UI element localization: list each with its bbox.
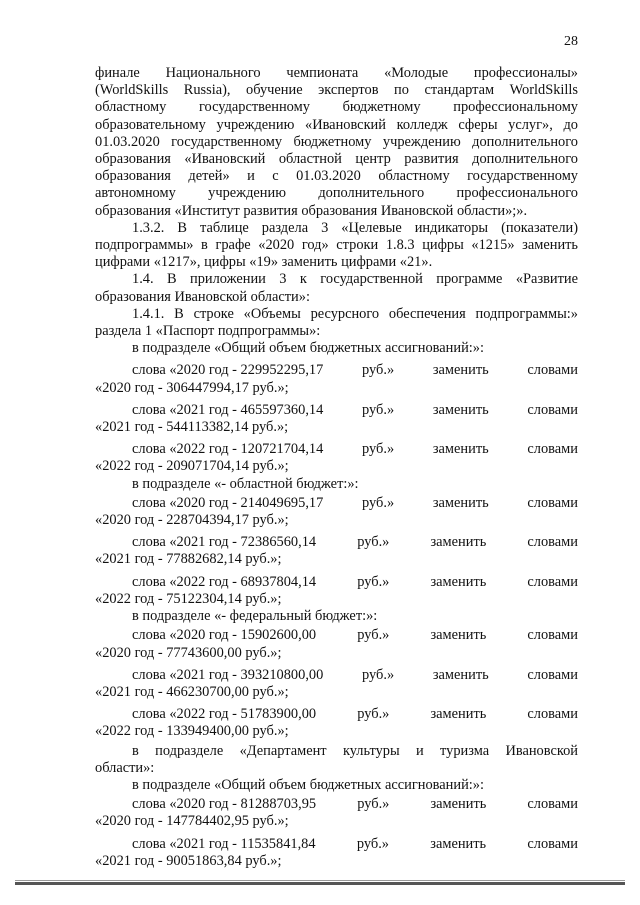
text-line: образования «Институт развития образования Ивановской области»;». bbox=[95, 202, 528, 219]
text-line: областному государственному бюджетному профессиональному bbox=[95, 99, 578, 116]
replacement-verb: заменить bbox=[430, 796, 487, 813]
replacement-rub: руб.» bbox=[362, 441, 395, 458]
replacement-words: словами bbox=[527, 534, 578, 551]
text-line: (WorldSkills Russia), обучение экспертов по стандартам WorldSkills bbox=[95, 82, 578, 99]
subsection-department-total bbox=[95, 777, 578, 870]
replacement-result: «2022 год - 209071704,14 руб.»; bbox=[95, 458, 289, 475]
replacement-item bbox=[95, 706, 578, 723]
replacement-rub: руб.» bbox=[357, 534, 390, 551]
replacement-item bbox=[95, 441, 578, 458]
paragraph-1-3-2 bbox=[95, 220, 578, 272]
replacement-item bbox=[95, 402, 578, 419]
replacement-result: «2021 год - 77882682,14 руб.»; bbox=[95, 551, 282, 568]
subsection-heading: в подразделе «Общий объем бюджетных ассигнований:»: bbox=[132, 776, 484, 793]
text-line: в подразделе «Департамент культуры и туризма Ивановской bbox=[132, 742, 578, 759]
replacement-item bbox=[95, 534, 578, 551]
replacement-words: словами bbox=[527, 362, 578, 379]
replacement-rub: руб.» bbox=[356, 835, 389, 852]
text-line: образования Ивановской области»: bbox=[95, 288, 310, 305]
replacement-result: «2020 год - 228704394,17 руб.»; bbox=[95, 512, 289, 529]
text-line: раздела 1 «Паспорт подпрограммы»: bbox=[95, 323, 321, 340]
replacement-rub: руб.» bbox=[362, 401, 395, 418]
document-body bbox=[95, 65, 578, 870]
replacement-item bbox=[95, 796, 578, 813]
text-line: подпрограммы» в графе «2020 год» строки 1.8.3 цифры «1215» заменить bbox=[95, 237, 578, 254]
replacement-words: словами bbox=[527, 627, 578, 644]
replacement-words: словами bbox=[527, 796, 578, 813]
replacement-lead: слова «2020 год - 81288703,95 bbox=[132, 796, 317, 813]
replacement-verb: заменить bbox=[432, 494, 489, 511]
scan-edge-line bbox=[15, 882, 625, 885]
subsection-heading: в подразделе «- федеральный бюджет:»: bbox=[132, 608, 378, 625]
replacement-result: «2020 год - 306447994,17 руб.»; bbox=[95, 379, 289, 396]
replacement-verb: заменить bbox=[430, 573, 487, 590]
subsection-federal-budget bbox=[95, 608, 578, 740]
replacement-lead: слова «2021 год - 11535841,84 bbox=[132, 835, 316, 852]
text-line: автономному учреждению дополнительного профессионального bbox=[95, 185, 578, 202]
replacement-rub: руб.» bbox=[357, 573, 390, 590]
replacement-lead: слова «2020 год - 229952295,17 bbox=[132, 362, 324, 379]
replacement-verb: заменить bbox=[430, 835, 487, 852]
paragraph-1-4-1 bbox=[95, 306, 578, 340]
text-line: 1.3.2. В таблице раздела 3 «Целевые индикаторы (показатели) bbox=[132, 219, 578, 236]
text-line: области»: bbox=[95, 759, 155, 776]
page-number: 28 bbox=[564, 34, 578, 49]
replacement-lead: слова «2022 год - 68937804,14 bbox=[132, 573, 317, 590]
replacement-item bbox=[95, 836, 578, 853]
replacement-words: словами bbox=[527, 441, 578, 458]
replacement-rub: руб.» bbox=[362, 362, 395, 379]
text-line: 1.4.1. В строке «Объемы ресурсного обеспечения подпрограммы:» bbox=[132, 305, 578, 322]
replacement-verb: заменить bbox=[430, 706, 487, 723]
replacement-verb: заменить bbox=[432, 666, 489, 683]
text-line: цифрами «1217», цифры «19» заменить цифрами «21». bbox=[95, 254, 433, 271]
replacement-lead: слова «2021 год - 465597360,14 bbox=[132, 401, 324, 418]
subsection-heading: в подразделе «Общий объем бюджетных ассигнований:»: bbox=[132, 340, 484, 357]
replacement-item bbox=[95, 627, 578, 644]
subsection-heading: в подразделе «- областной бюджет:»: bbox=[132, 475, 359, 492]
replacement-item bbox=[95, 667, 578, 684]
replacement-rub: руб.» bbox=[362, 494, 395, 511]
replacement-item bbox=[95, 362, 578, 379]
replacement-rub: руб.» bbox=[362, 666, 395, 683]
replacement-lead: слова «2020 год - 15902600,00 bbox=[132, 627, 317, 644]
text-line: 1.4. В приложении 3 к государственной программе «Развитие bbox=[132, 271, 578, 288]
replacement-result: «2020 год - 77743600,00 руб.»; bbox=[95, 644, 282, 661]
replacement-words: словами bbox=[527, 666, 578, 683]
replacement-words: словами bbox=[527, 401, 578, 418]
replacement-verb: заменить bbox=[432, 441, 489, 458]
replacement-words: словами bbox=[527, 494, 578, 511]
replacement-rub: руб.» bbox=[357, 796, 390, 813]
subsection-regional-budget bbox=[95, 476, 578, 608]
replacement-verb: заменить bbox=[432, 401, 489, 418]
replacement-words: словами bbox=[527, 706, 578, 723]
replacement-verb: заменить bbox=[430, 534, 487, 551]
replacement-rub: руб.» bbox=[357, 627, 390, 644]
replacement-result: «2022 год - 133949400,00 руб.»; bbox=[95, 723, 289, 740]
replacement-lead: слова «2022 год - 51783900,00 bbox=[132, 706, 317, 723]
text-line: образования детей» и с 01.03.2020 областному государственному bbox=[95, 168, 578, 185]
replacement-lead: слова «2020 год - 214049695,17 bbox=[132, 494, 324, 511]
replacement-lead: слова «2021 год - 393210800,00 bbox=[132, 666, 324, 683]
text-line: финале Национального чемпионата «Молодые профессионалы» bbox=[95, 65, 578, 81]
text-line: образовательному учреждению «Ивановский колледж сферы услуг», до bbox=[95, 116, 578, 133]
replacement-rub: руб.» bbox=[357, 706, 390, 723]
paragraph-1-4 bbox=[95, 271, 578, 305]
replacement-result: «2022 год - 75122304,14 руб.»; bbox=[95, 590, 282, 607]
replacement-words: словами bbox=[527, 573, 578, 590]
replacement-words: словами bbox=[527, 835, 578, 852]
replacement-result: «2020 год - 147784402,95 руб.»; bbox=[95, 813, 289, 830]
text-line: образования «Ивановский областной центр развития дополнительного bbox=[95, 151, 578, 168]
subsection-total-budget bbox=[95, 340, 578, 475]
replacement-result: «2021 год - 544113382,14 руб.»; bbox=[95, 419, 289, 436]
text-line: 01.03.2020 государственному бюджетному учреждению дополнительного bbox=[95, 133, 578, 150]
replacement-verb: заменить bbox=[432, 362, 489, 379]
replacement-item bbox=[95, 574, 578, 591]
replacement-result: «2021 год - 90051863,84 руб.»; bbox=[95, 852, 282, 869]
replacement-result: «2021 год - 466230700,00 руб.»; bbox=[95, 683, 289, 700]
replacement-item bbox=[95, 495, 578, 512]
subsection-department bbox=[95, 743, 578, 777]
replacement-lead: слова «2021 год - 72386560,14 bbox=[132, 534, 317, 551]
replacement-lead: слова «2022 год - 120721704,14 bbox=[132, 441, 324, 458]
replacement-verb: заменить bbox=[430, 627, 487, 644]
paragraph-continuation bbox=[95, 65, 578, 220]
